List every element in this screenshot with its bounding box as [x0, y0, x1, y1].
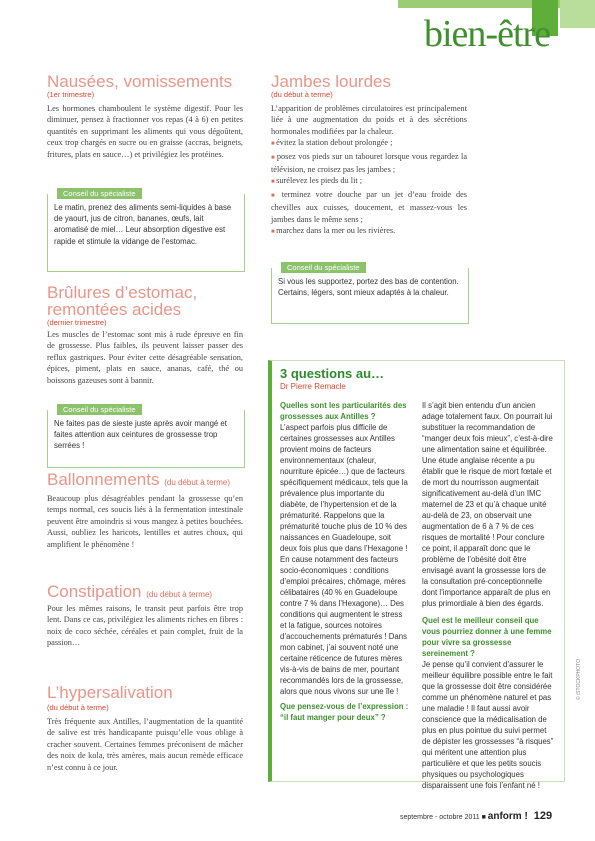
constipation-text: Pour les mêmes raisons, le transit peut parfois être trop lent. Dans ce cas, privilégiez les aliments riches en fibres : noix de coco séchée, céréales et pain complet, fruit de la passion… [47, 604, 243, 648]
nausees-title: Nausées, vomissements [47, 72, 233, 91]
brulures-tip-label: Conseil du spécialiste [57, 404, 142, 415]
constipation-heading [47, 583, 212, 604]
brulures-sub: (dernier trimestre) [47, 318, 107, 327]
brulures-tip-text: Ne faites pas de sieste juste après avoir mangé et faites attention aux ceintures de grossesse trop serrées ! [54, 419, 227, 451]
jambes-bullet: ■ marchez dans la mer ou les rivières. [271, 225, 467, 238]
header-block-light [560, 0, 595, 28]
answer-3: Je pense qu’il convient d’assurer le meilleur équilibre possible entre le fait que la grossesse doit être considérée comme un phénomène naturel et pas une maladie ! Il faut aussi avoir conscience que la médicalisation de plus en plus pointue du suivi permet de dépister les grossesses “à risques” qui méritent une attention plus particulière et que les petits soucis physiques ou psychologiques disparaissent une fois l’enfant né ! [422, 660, 554, 790]
footer: septembre - octobre 2011 ■ anform ! 129 [400, 810, 553, 822]
brulures-title-1: Brûlures d’estomac, [47, 283, 198, 302]
ballonnements-sub: (du début à terme) [164, 478, 231, 487]
jambes-bullet: ■ évitez la station debout prolongée ; [271, 137, 467, 150]
jambes-intro: L’apparition de problèmes circulatoires est principalement liée à une augmentation du poids et à des sécrétions hormonales modifiées par la chaleur. [271, 104, 467, 136]
brulures-title-2: remontées acides [47, 300, 182, 319]
constipation-title: Constipation [47, 582, 142, 601]
jambes-bullet: ■ terminez votre douche par un jet d’eau froide des chevilles aux cuisses, doucement, et massez-vous les jambes dans le même sens ; [271, 189, 467, 225]
nausees-tip-label: Conseil du spécialiste [57, 188, 142, 199]
jambes-sub: (du début à terme) [271, 90, 333, 99]
question-2: Que pensez-vous de l’expression : “il faut manger pour deux” ? [280, 702, 409, 722]
question-3: Quel est le meilleur conseil que vous pourriez donner à une femme pour vivre sa grossesse sereinement ? [422, 616, 552, 658]
footer-date: septembre - octobre 2011 [400, 814, 480, 821]
brulures-text: Les muscles de l’estomac sont mis à rude épreuve en fin de grossesse. Plus faibles, ils peuvent laisser passer des reflux gastriques. Pour éviter cette désagréable sensation, épices, piment, plats en sauce, ananas, café, thé ou boissons gazeuses sont à bannir. [47, 330, 243, 385]
footer-brand: anform ! [487, 811, 528, 822]
ballonnements-heading [47, 471, 230, 492]
jambes-title: Jambes lourdes [271, 72, 392, 91]
section-title: bien-être [424, 13, 551, 55]
jambes-tip-text: Si vous les supportez, portez des bas de contention. Certains, légers, sont mieux adaptés à la chaleur. [278, 277, 459, 298]
answer-1: L’aspect parfois plus difficile de certaines grossesses aux Antilles provient moins de facteurs environnementaux (chaleur, nourriture épicée…) que de facteurs spécifiquement médicaux, tels que la prévalence plus importante du diabète, de l’hypertension et de la prématurité. Rappelons que la prématurité touche plus de 10 % des naissances en Guadeloupe, soit deux fois plus que dans l’Hexagone ! En cause notamment des facteurs socio-économiques : conditions d’emploi précaires, chômage, mères célibataires (40 % en Guadeloupe contre 7 % dans l’Hexagone)… Des conditions qui augmentent le stress et la fatigue, sources notoires d’accouchements prématurés ! Dans mon cabinet, j’ai souvent noté une certaine réticence de futures mères vis-à-vis de bains de mer, pourtant recommandés lors de la grossesse, alors que nous vivons sur une île ! [280, 423, 408, 696]
questions-author: Dr Pierre Remacle [280, 382, 346, 391]
nausees-text: Les hormones chamboulent le système digestif. Pour les diminuer, pensez à fractionner vos repas (4 à 6) en petites quantités en supprimant les aliments qui vous dégoûtent, ceux trop chargés en sucre ou en graisse (accras, beignets, fritures, plats en sauce…) et privilégiez les protéines. [47, 104, 243, 159]
questions-col-2 [422, 400, 554, 791]
jambes-tip-box [271, 268, 469, 324]
nausees-sub: (1er trimestre) [47, 90, 95, 99]
answer-2: Il s’agit bien entendu d’un ancien adage totalement faux. On pourrait lui substituer la recommandation de “manger deux fois mieux”, c’est-à-dire une alimentation saine et équilibrée. Une étude anglaise récente a pu établir que le risque de mort fœtale et de mort du nourrisson augmentait significativement au-delà d’un IMC maternel de 23 et qu’à chaque unité au-delà de 23, on observait une augmentation de 6 à 7 % de ces risques de mortalité ! Pour conclure ce point, il apparaît donc que le problème de l’obésité doit être envisagé avant la grossesse lors de la consultation pré-conceptionnelle dont l’importance apparaît de plus en plus primordiale à bien des égards. [422, 401, 553, 608]
hypersalivation-sub: (du début à terme) [47, 703, 109, 712]
ballonnements-title: Ballonnements [47, 470, 160, 489]
nausees-tip-box [47, 194, 245, 272]
jambes-bullet: ■ posez vos pieds sur un tabouret lorsque vous regardez la télévision, ne croisez pas les jambes ; [271, 151, 467, 176]
questions-col-1 [280, 400, 410, 723]
photo-credit: © iSTOCKPHOTO [576, 658, 582, 700]
questions-title: 3 questions au… [280, 366, 385, 381]
page-number: 129 [533, 810, 553, 822]
question-1: Quelles sont les particularités des grossesses aux Antilles ? [280, 401, 407, 421]
hypersalivation-title: L’hypersalivation [47, 683, 173, 702]
jambes-content [271, 103, 467, 238]
jambes-tip-label: Conseil du spécialiste [281, 262, 366, 273]
ballonnements-text: Beaucoup plus désagréables pendant la grossesse qu’en temps normal, ces soucis liés à la fermentation intestinale peuvent être amoindris si vous mangez à petites bouchées. Aussi, oubliez les haricots, lentilles et autres choux, qui amplifient le phénomène ! [47, 494, 243, 549]
hypersalivation-text: Très fréquente aux Antilles, l’augmentation de la quantité de salive est très handicapante puisqu’elle vous oblige à cracher souvent. Certaines femmes préconisent de mâcher des noix de kola, très amères, mais aucun remède efficace n’est connu à ce jour. [47, 717, 243, 772]
constipation-sub: (du début à terme) [146, 590, 213, 599]
jambes-bullet: ■ surélevez les pieds du lit ; [271, 175, 467, 188]
nausees-tip-text: Le matin, prenez des aliments semi-liquides à base de yaourt, jus de citron, bananes, œufs, lait aromatisé de miel… Leur absorption digestive est rapide et stimule la vidange de l’estomac. [54, 203, 232, 246]
brulures-tip-box [47, 410, 245, 468]
